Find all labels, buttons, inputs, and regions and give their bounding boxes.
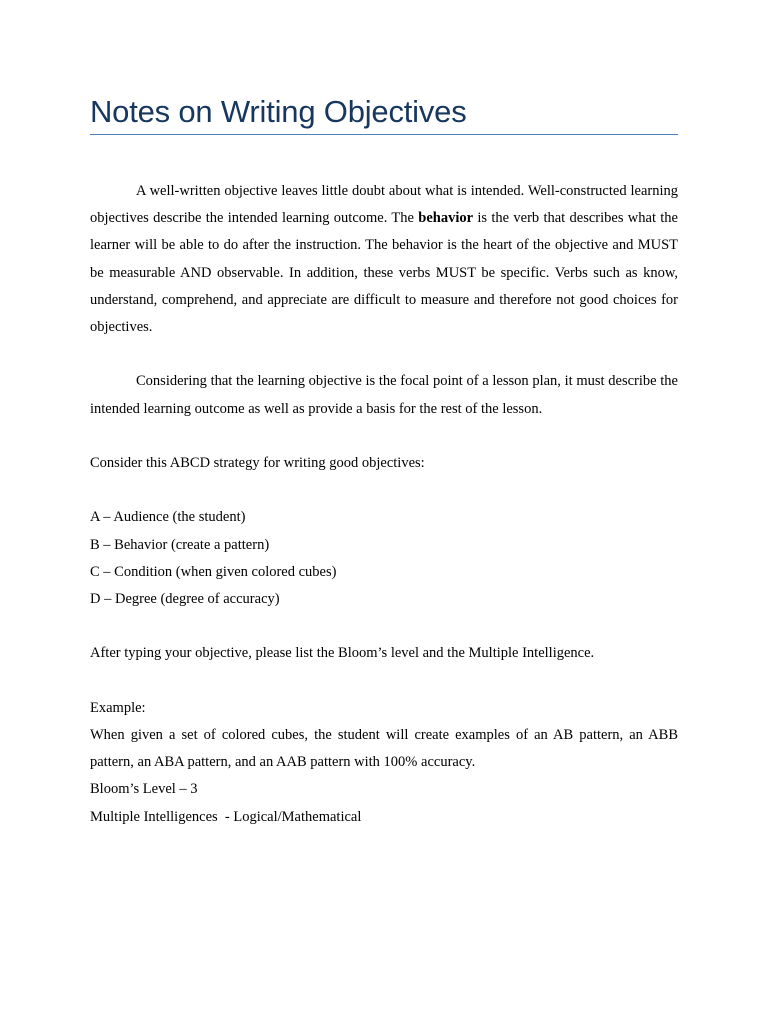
abcd-item-degree: D – Degree (degree of accuracy) <box>90 591 280 607</box>
document-body <box>90 178 678 831</box>
intro-paragraph <box>90 178 678 341</box>
paragraph-spacer <box>90 477 678 504</box>
focal-point-text: Considering that the learning objective is the focal point of a lesson plan, it must describe the intended learning outcome as well as provide a basis for the rest of the lesson. <box>90 373 678 417</box>
focal-point-paragraph <box>90 368 678 422</box>
after-typing-instruction: After typing your objective, please list the Bloom’s level and the Multiple Intelligence. <box>90 645 595 662</box>
abcd-intro: Consider this ABCD strategy for writing good objectives: <box>90 455 425 471</box>
paragraph-spacer <box>90 341 678 368</box>
behavior-emphasis: behavior <box>418 210 474 227</box>
document-title: Notes on Writing Objectives <box>90 94 467 129</box>
intro-text-before: A well-written objective leaves little doubt about what is intended. Well-constructed learning objectives describe the intended learning outcome. The <box>90 183 678 227</box>
example-heading: Example: <box>90 699 146 716</box>
paragraph-spacer <box>90 613 678 640</box>
paragraph-spacer <box>90 423 678 450</box>
abcd-item-audience: A – Audience (the student) <box>90 509 246 526</box>
abcd-item-condition: C – Condition (when given colored cubes) <box>90 563 337 580</box>
blooms-level: Bloom’s Level – 3 <box>90 781 198 798</box>
example-text: When given a set of colored cubes, the student will create examples of an AB pattern, an ABB pattern, an ABA pattern, and an AAB pattern with 100% accuracy. <box>90 726 678 771</box>
abcd-list <box>90 504 678 613</box>
intro-text-after: is the verb that describes what the learner will be able to do after the instruction. The behavior is the heart of the objective and MUST be measurable AND observable. In addition, these verbs MUST be specific. Verbs such as know, understand, comprehend, and appreciate are difficult to measure and therefore not good choices for objectives. <box>90 210 678 336</box>
title-underline <box>90 134 678 135</box>
abcd-item-behavior: B – Behavior (create a pattern) <box>90 536 270 553</box>
multiple-intelligences: Multiple Intelligences - Logical/Mathematical <box>90 808 362 825</box>
paragraph-spacer <box>90 668 678 695</box>
